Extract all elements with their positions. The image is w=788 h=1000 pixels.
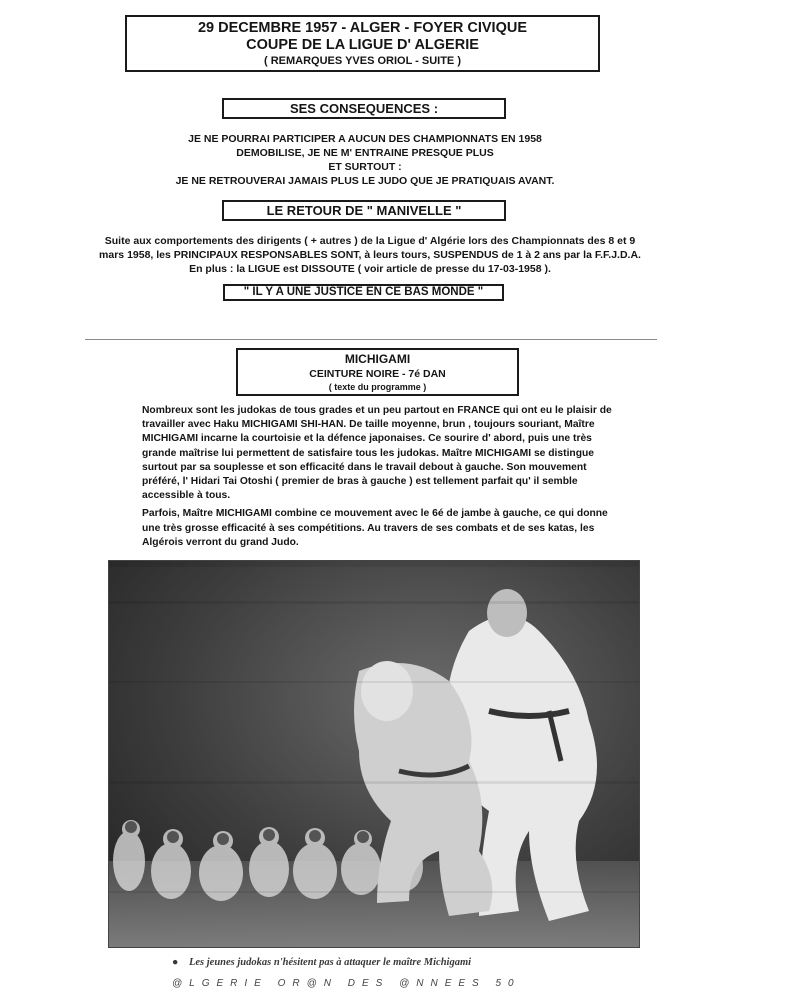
michigami-body (142, 404, 612, 554)
header-box (125, 15, 600, 72)
retour-line: En plus : la LIGUE est DISSOUTE ( voir article de presse du 17-03-1958 ). (189, 263, 551, 275)
header-date-line: 29 DECEMBRE 1957 - ALGER - FOYER CIVIQUE (197, 20, 527, 36)
retour-title-box: LE RETOUR DE " MANIVELLE " (222, 200, 506, 221)
header-title-line: COUPE DE LA LIGUE D' ALGERIE (246, 37, 479, 53)
consequences-title-box: SES CONSEQUENCES : (222, 98, 506, 119)
michigami-title: MICHIGAMI (344, 352, 411, 366)
michigami-rank: CEINTURE NOIRE - 7é DAN (309, 368, 446, 380)
header-subtitle-line: ( REMARQUES YVES ORIOL - SUITE ) (263, 55, 461, 67)
consequences-text (100, 132, 630, 188)
michigami-paragraph-1: Nombreux sont les judokas de tous grades et un peu partout en FRANCE qui ont eu le plaisir de travailler avec Haku MICHIGAMI SHI-HAN. De taille moyenne, brun , toujours souriant, Maître MICHIGAMI incarne la courtoisie et la défence japonaises. Ce sourire d' abord, puis une très grande maîtrise lui permettent de satisfaire tous les judokas. Maître MICHIGAMI se distingue surtout par sa souplesse et son efficacité dans le travail debout à gauche. Son mouvement préféré, l' Hidari Tai Otoshi ( premier de bras à gauche ) est tellement parfait qu' il semble accessible à tous. (142, 405, 612, 502)
judo-photo-image (109, 561, 639, 947)
michigami-paragraph-2: Parfois, Maître MICHIGAMI combine ce mouvement avec le 6é de jambe à gauche, ce qui donne une très grosse efficacité à ses compétitions. Au travers de ses combats et de ses katas, les Algérois verront du grand Judo. (142, 508, 608, 548)
footer-watermark: @LGERIE OR@N DES @NNEES 50 (172, 978, 521, 989)
retour-line: mars 1958, les PRINCIPAUX RESPONSABLES SONT, à leurs tours, SUSPENDUS de 1 à 2 ans par la F.F.J.D.A. (99, 249, 641, 261)
consequences-line: JE NE POURRAI PARTICIPER A AUCUN DES CHAMPIONNATS EN 1958 (188, 133, 542, 145)
justice-box: " IL Y A UNE JUSTICE EN CE BAS MONDE " (223, 284, 504, 301)
consequences-line: DEMOBILISE, JE NE M' ENTRAINE PRESQUE PLUS (236, 147, 494, 159)
retour-line: Suite aux comportements des dirigents ( + autres ) de la Ligue d' Algérie lors des Championnats des 8 et 9 (104, 235, 636, 247)
michigami-box (236, 348, 519, 396)
consequences-line: JE NE RETROUVERAI JAMAIS PLUS LE JUDO QUE JE PRATIQUAIS AVANT. (175, 175, 555, 187)
judo-photo (108, 560, 640, 948)
michigami-source: ( texte du programme ) (328, 382, 427, 392)
photo-caption (172, 957, 652, 968)
consequences-line: ET SURTOUT : (328, 161, 402, 173)
photo-caption-text: Les jeunes judokas n'hésitent pas à attaquer le maître Michigami (188, 957, 472, 968)
section-divider (85, 339, 657, 340)
retour-text (60, 234, 680, 276)
bullet-icon: ● (172, 957, 179, 968)
